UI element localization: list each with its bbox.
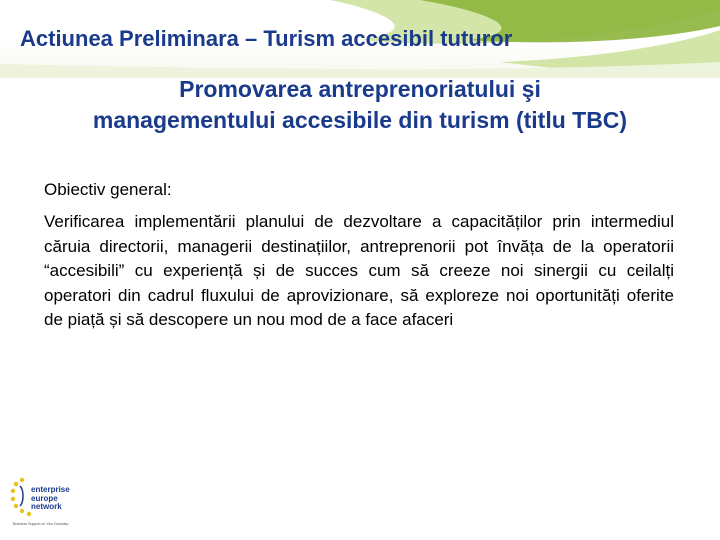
objective-text: Verificarea implementării planului de dezvoltare a capacităților prin intermediul căruia directorii, managerii destinațiilor, antreprenorii pot învăța de la operatorii “accesibili” cu experiență și de succes cum să creeze noi sinergii cu ceilalți operatori din cadrul fluxului de aprovizionare, să exploreze noi oportunități oferite de piață și să descopere un nou mod de a face afaceri bbox=[44, 212, 674, 329]
subtitle-line-1: Promovarea antreprenoriatului şi bbox=[179, 76, 541, 102]
logo-tagline: Business Support on Your Doorstep bbox=[13, 522, 69, 526]
logo-wordmark: enterprise europe network bbox=[31, 485, 70, 511]
slide-title: Actiunea Preliminara – Turism accesibil tuturor bbox=[20, 26, 513, 51]
slide-subtitle bbox=[20, 74, 700, 136]
objective-label: Obiectiv general: bbox=[44, 180, 172, 199]
subtitle-line-2: managementului accesibile din turism (titlu TBC) bbox=[92, 107, 628, 133]
enterprise-europe-network-logo bbox=[10, 472, 74, 530]
